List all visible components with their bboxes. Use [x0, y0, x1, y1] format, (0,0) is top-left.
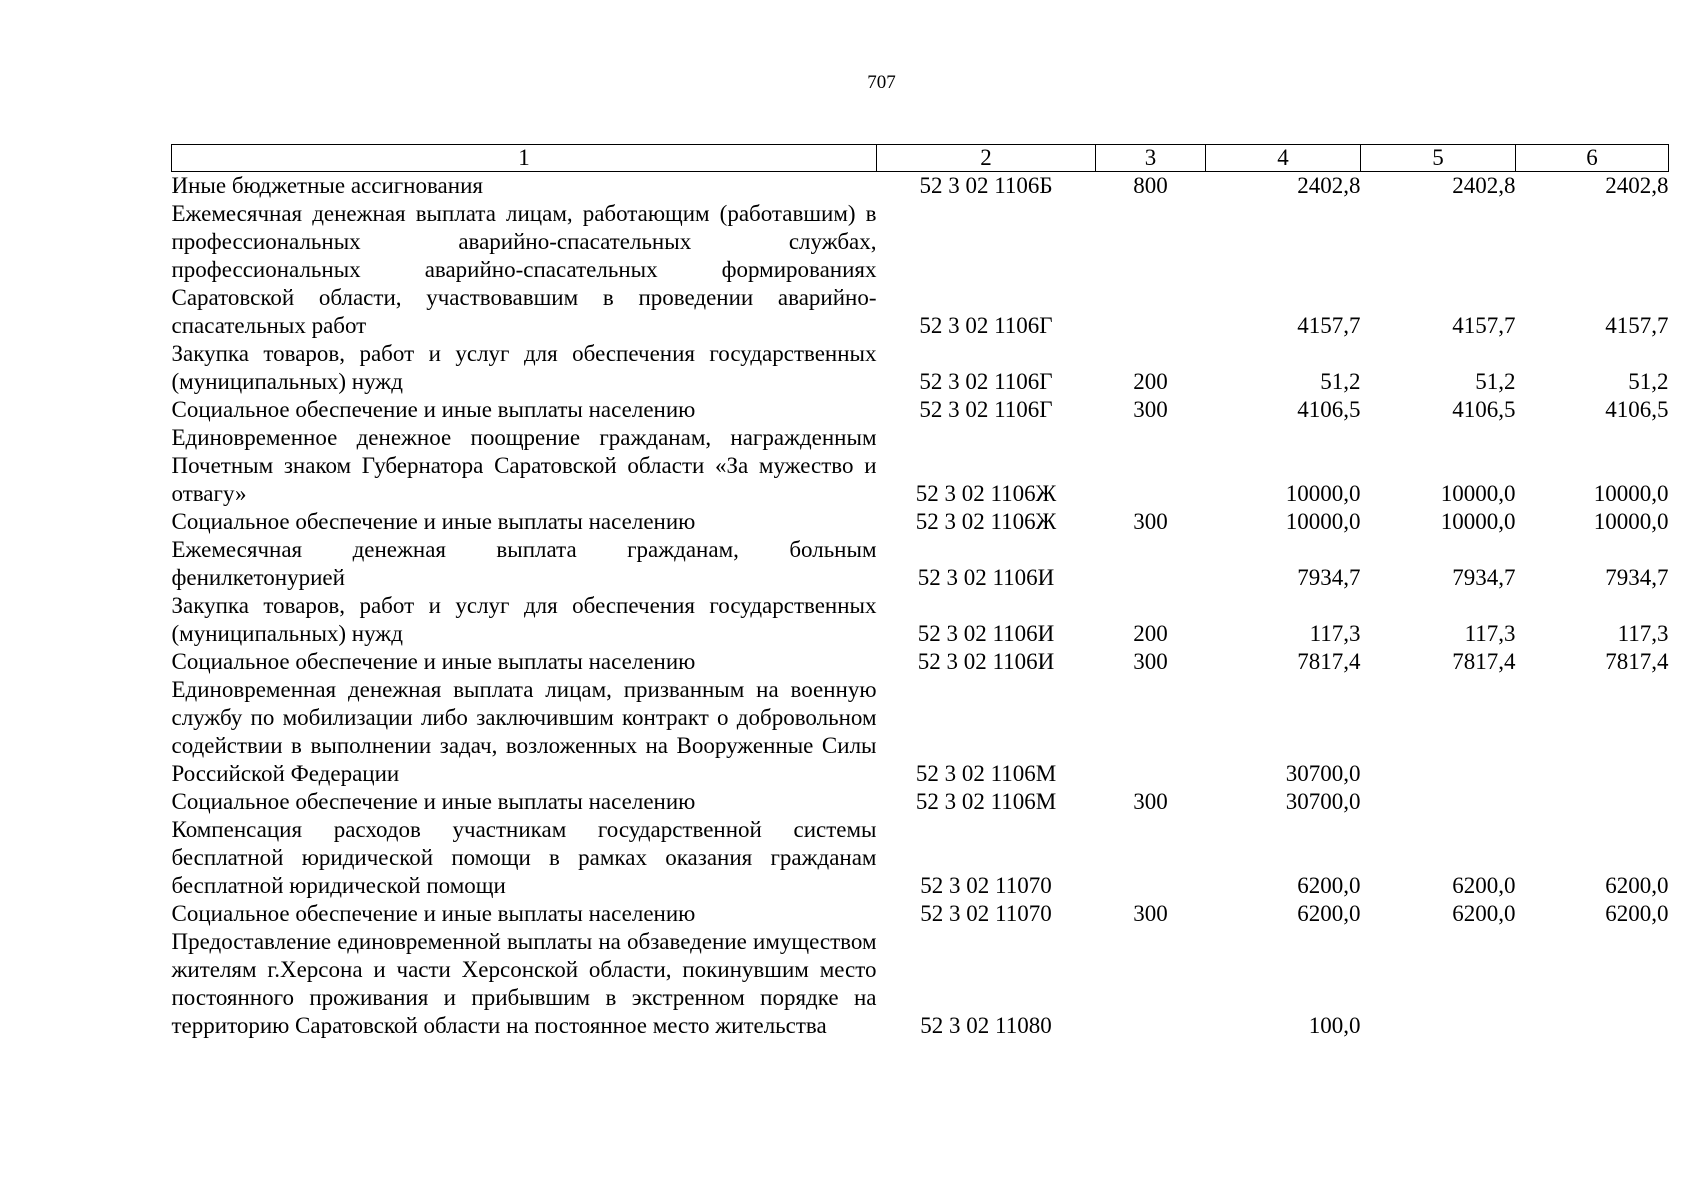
row-name-cell: Закупка товаров, работ и услуг для обеспечения государственных (муниципальных) нужд — [171, 593, 877, 646]
row-name-cell: Социальное обеспечение и иные выплаты населению — [171, 509, 696, 534]
row-value-col6: 117,3 — [1617, 621, 1669, 646]
row-type-cell: 300 — [1133, 649, 1168, 674]
row-value-col6: 10000,0 — [1593, 481, 1669, 506]
row-value-col4: 6200,0 — [1297, 873, 1361, 898]
row-value-col4: 10000,0 — [1285, 509, 1361, 534]
row-value-col6: 10000,0 — [1593, 509, 1669, 534]
row-value-col6: 4106,5 — [1605, 397, 1669, 422]
row-type-cell: 200 — [1133, 369, 1168, 394]
table-row — [172, 788, 1669, 816]
row-code-cell: 52 3 02 1106Б — [919, 173, 1053, 198]
row-value-col6: 7817,4 — [1605, 649, 1669, 674]
table-row — [172, 592, 1669, 648]
header-col-3: 3 — [1096, 145, 1206, 172]
row-value-col5: 2402,8 — [1452, 173, 1516, 198]
row-code-cell: 52 3 02 1106Г — [919, 369, 1053, 394]
row-code-cell: 52 3 02 1106Г — [919, 397, 1053, 422]
row-value-col5 — [1361, 928, 1516, 1040]
row-type-cell: 300 — [1133, 901, 1168, 926]
row-value-col4: 4106,5 — [1297, 397, 1361, 422]
row-value-col6: 4157,7 — [1605, 313, 1669, 338]
row-value-col5 — [1361, 788, 1516, 816]
header-col-1: 1 — [172, 145, 877, 172]
page-number: 707 — [867, 72, 896, 93]
row-code-cell: 52 3 02 1106И — [917, 621, 1055, 646]
row-name-cell: Ежемесячная денежная выплата гражданам, больным фенилкетонурией — [171, 537, 877, 590]
header-col-4: 4 — [1206, 145, 1361, 172]
row-value-col6 — [1516, 788, 1669, 816]
row-code-cell: 52 3 02 1106И — [917, 565, 1055, 590]
row-code-cell: 52 3 02 11080 — [920, 1013, 1052, 1038]
row-value-col4: 10000,0 — [1285, 481, 1361, 506]
table-row — [172, 200, 1669, 340]
row-value-col4: 51,2 — [1320, 369, 1361, 394]
row-type-cell — [1096, 424, 1206, 508]
row-value-col4: 30700,0 — [1285, 789, 1361, 814]
row-name-cell: Единовременная денежная выплата лицам, призванным на военную службу по мобилизации либо заключившим контракт о добровольном содействии в выполнении задач, возложенных на Вооруженные Силы Российской Федерации — [171, 677, 877, 786]
row-code-cell: 52 3 02 11070 — [920, 873, 1052, 898]
row-type-cell — [1096, 200, 1206, 340]
row-value-col6: 6200,0 — [1605, 873, 1669, 898]
row-name-cell: Социальное обеспечение и иные выплаты населению — [171, 649, 696, 674]
table-row — [172, 676, 1669, 788]
row-value-col5: 4157,7 — [1452, 313, 1516, 338]
table-row — [172, 424, 1669, 508]
row-type-cell: 300 — [1133, 397, 1168, 422]
header-col-6: 6 — [1516, 145, 1669, 172]
row-value-col5: 7934,7 — [1452, 565, 1516, 590]
row-value-col4: 7934,7 — [1297, 565, 1361, 590]
row-value-col6: 6200,0 — [1605, 901, 1669, 926]
row-name-cell: Закупка товаров, работ и услуг для обеспечения государственных (муниципальных) нужд — [171, 341, 877, 394]
row-value-col4: 7817,4 — [1297, 649, 1361, 674]
budget-table — [171, 144, 1669, 1040]
row-code-cell: 52 3 02 1106И — [917, 649, 1055, 674]
header-col-5: 5 — [1361, 145, 1516, 172]
row-name-cell: Социальное обеспечение и иные выплаты населению — [171, 397, 696, 422]
table-row — [172, 816, 1669, 900]
table-row — [172, 396, 1669, 424]
row-value-col4: 2402,8 — [1297, 173, 1361, 198]
row-value-col4: 6200,0 — [1297, 901, 1361, 926]
table-row — [172, 508, 1669, 536]
table-header-row — [172, 145, 1669, 172]
table-body — [172, 172, 1669, 1041]
row-code-cell: 52 3 02 1106М — [915, 789, 1057, 814]
row-value-col6: 7934,7 — [1605, 565, 1669, 590]
table-row — [172, 648, 1669, 676]
row-name-cell: Предоставление единовременной выплаты на обзаведение имуществом жителям г.Херсона и части Херсонской области, покинувшим место постоянного проживания и прибывшим в экстренном порядке на территорию Саратовской области на постоянное место жительства — [171, 929, 877, 1038]
row-value-col5: 10000,0 — [1440, 481, 1516, 506]
table-row — [172, 900, 1669, 928]
row-value-col5: 6200,0 — [1452, 901, 1516, 926]
row-value-col4: 30700,0 — [1285, 761, 1361, 786]
row-code-cell: 52 3 02 1106Ж — [915, 481, 1057, 506]
row-value-col4: 4157,7 — [1297, 313, 1361, 338]
row-value-col5: 117,3 — [1464, 621, 1516, 646]
row-type-cell — [1096, 676, 1206, 788]
row-type-cell: 300 — [1133, 509, 1168, 534]
row-name-cell: Единовременное денежное поощрение гражданам, награжденным Почетным знаком Губернатора Саратовской области «За мужество и отвагу» — [171, 425, 877, 506]
row-name-cell: Социальное обеспечение и иные выплаты населению — [171, 789, 696, 814]
row-code-cell: 52 3 02 1106Г — [919, 313, 1053, 338]
header-col-2: 2 — [877, 145, 1096, 172]
row-value-col4: 117,3 — [1309, 621, 1361, 646]
row-value-col5: 51,2 — [1475, 369, 1516, 394]
row-type-cell — [1096, 536, 1206, 592]
row-code-cell: 52 3 02 11070 — [920, 901, 1052, 926]
table-row — [172, 172, 1669, 201]
row-name-cell: Ежемесячная денежная выплата лицам, работающим (работавшим) в профессиональных аварийно-спасательных службах, профессиональных аварийно-спасательных формированиях Саратовской области, участвовавшим в проведении аварийно-спасательных работ — [171, 201, 877, 338]
row-name-cell: Социальное обеспечение и иные выплаты населению — [171, 901, 696, 926]
row-value-col5: 10000,0 — [1440, 509, 1516, 534]
table-row — [172, 536, 1669, 592]
row-type-cell: 200 — [1133, 621, 1168, 646]
row-value-col5: 4106,5 — [1452, 397, 1516, 422]
row-code-cell: 52 3 02 1106М — [915, 761, 1057, 786]
row-value-col6: 51,2 — [1628, 369, 1669, 394]
row-value-col5 — [1361, 676, 1516, 788]
row-value-col5: 7817,4 — [1452, 649, 1516, 674]
row-type-cell — [1096, 928, 1206, 1040]
row-code-cell: 52 3 02 1106Ж — [915, 509, 1057, 534]
row-type-cell: 300 — [1133, 789, 1168, 814]
table-row — [172, 340, 1669, 396]
row-value-col6 — [1516, 928, 1669, 1040]
row-value-col5: 6200,0 — [1452, 873, 1516, 898]
row-type-cell — [1096, 816, 1206, 900]
row-name-cell: Иные бюджетные ассигнования — [171, 173, 483, 198]
row-value-col4: 100,0 — [1308, 1013, 1361, 1038]
row-value-col6 — [1516, 676, 1669, 788]
row-name-cell: Компенсация расходов участникам государственной системы бесплатной юридической помощи в рамках оказания гражданам бесплатной юридической помощи — [171, 817, 877, 898]
row-value-col6: 2402,8 — [1605, 173, 1669, 198]
table-row — [172, 928, 1669, 1040]
row-type-cell: 800 — [1133, 173, 1168, 198]
